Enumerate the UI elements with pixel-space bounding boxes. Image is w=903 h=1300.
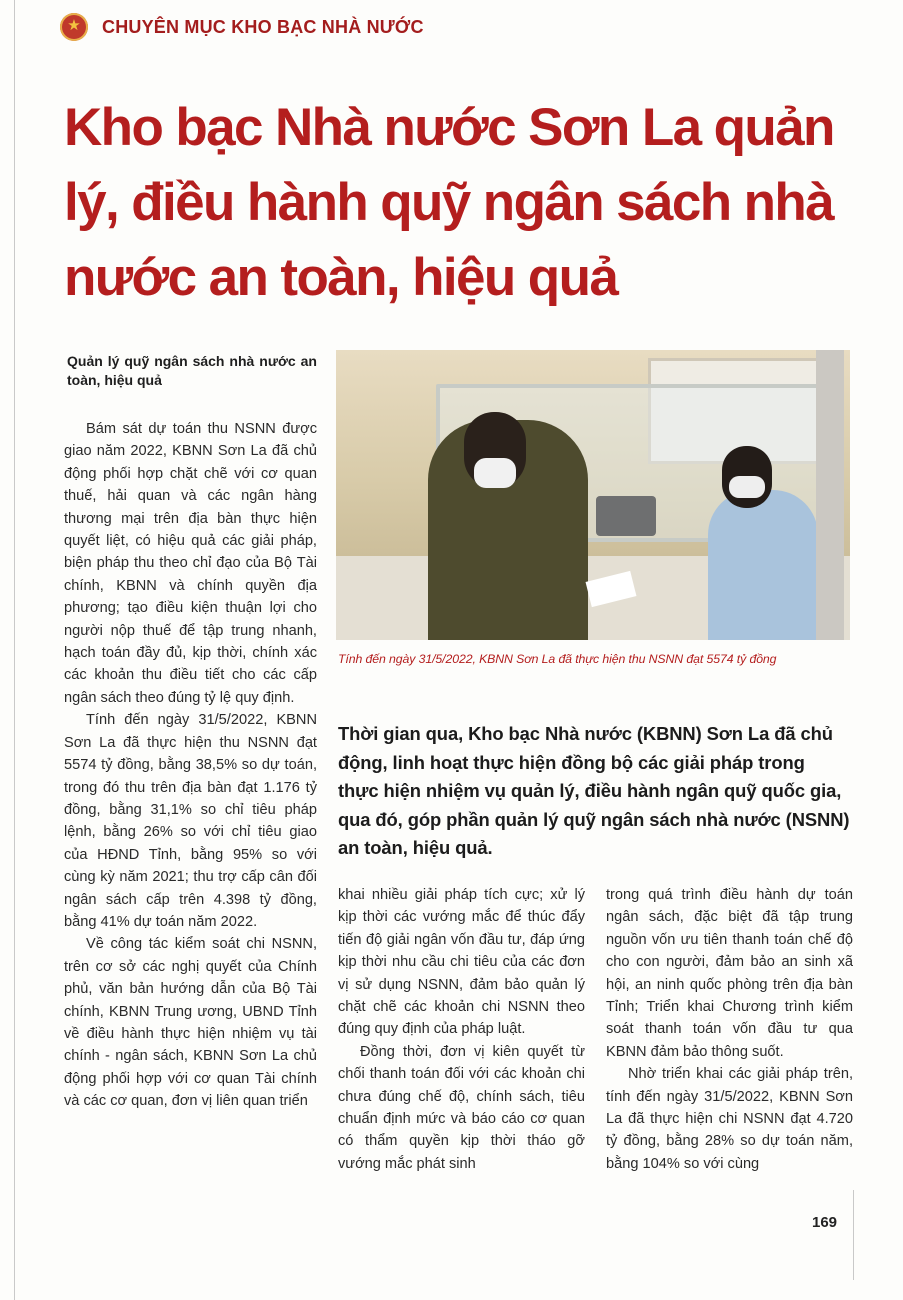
paragraph: Bám sát dự toán thu NSNN được giao năm 2022, KBNN Sơn La đã chủ động phối hợp chặt chẽ với cơ quan thuế, hải quan và các ngân hàng thương mại trên địa bàn thực hiện quyết liệt, có hiệu quả các giải pháp, biện pháp thu theo chỉ đạo của Bộ Tài chính, KBNN và chính quyền địa phương; tạo điều kiện thuận lợi cho người nộp thuế để tập trung nhanh, hạch toán đầy đủ, kịp thời, chính xác các khoản thu điều tiết cho các cấp ngân sách theo đúng tỷ lệ quy định. — [64, 421, 317, 706]
section-label: CHUYÊN MỤC KHO BẠC NHÀ NƯỚC — [102, 16, 424, 37]
page-header — [60, 12, 424, 42]
body-column-1 — [64, 352, 317, 1113]
paragraph: trong quá trình điều hành dự toán ngân sách, đặc biệt đã tập trung nguồn vốn ưu tiên thanh toán chế độ cho con người, đảm bảo an sinh xã hội, an ninh quốc phòng trên địa bàn Tỉnh; Triển khai Chương trình kiểm soát thanh toán vốn đầu tư qua KBNN đảm bảo thông suốt. — [606, 887, 853, 1060]
paragraph: khai nhiều giải pháp tích cực; xử lý kịp thời các vướng mắc để thúc đẩy tiến độ giải ngân vốn đầu tư, đáp ứng kịp thời nhu cầu chi tiêu của các đơn vị sử dụng NSNN, đảm bảo quản lý chặt chẽ các khoản chi NSNN theo đúng quy định của pháp luật. — [338, 887, 585, 1038]
paragraph: Đồng thời, đơn vị kiên quyết từ chối thanh toán đối với các khoản chi chưa đúng chế độ, chính sách, tiêu chuẩn định mức và báo cáo cơ quan có thẩm quyền kịp thời tháo gỡ vướng mắc phát sinh — [338, 1043, 585, 1172]
paragraph: Tính đến ngày 31/5/2022, KBNN Sơn La đã thực hiện thu NSNN đạt 5574 tỷ đồng, bằng 38,5% so dự toán, trong đó thu trên địa bàn đạt 1.176 tỷ đồng, bằng 31,1% so chỉ tiêu pháp lệnh, bằng 26% so với chỉ tiêu giao của HĐND Tỉnh, bằng 95% so với cùng kỳ năm 2021; thu trợ cấp cân đối ngân sách cấp trên 4.398 tỷ đồng, bằng 41% dự toán năm 2022. — [64, 712, 317, 930]
body-column-2 — [338, 884, 585, 1175]
paragraph: Về công tác kiểm soát chi NSNN, trên cơ sở các nghị quyết của Chính phủ, văn bản hướng dẫn của Bộ Tài chính, KBNN Trung ương, UBND Tỉnh về điều hành thực hiện nhiệm vụ tài chính - ngân sách, KBNN Sơn La chủ động phối hợp với cơ quan Tài chính và các cơ quan, đơn vị liên quan triển — [64, 936, 317, 1110]
photo-caption: Tính đến ngày 31/5/2022, KBNN Sơn La đã thực hiện thu NSNN đạt 5574 tỷ đồng — [338, 652, 777, 666]
page-number: 169 — [812, 1214, 838, 1231]
photo-officer-mask — [474, 458, 516, 488]
article-headline: Kho bạc Nhà nước Sơn La quản lý, điều hành quỹ ngân sách nhà nước an toàn, hiệu quả — [64, 98, 834, 307]
paragraph: Nhờ triển khai các giải pháp trên, tính đến ngày 31/5/2022, KBNN Sơn La đã thực hiện chi NSNN đạt 4.720 tỷ đồng, bằng 28% so dự toán năm, bằng 104% so với cùng — [606, 1066, 853, 1172]
footer-rule — [853, 1190, 854, 1280]
article-photo — [336, 350, 850, 640]
photo-money-counter — [596, 496, 656, 536]
gutter-divider — [14, 0, 15, 1300]
subheading: Quản lý quỹ ngân sách nhà nước an toàn, hiệu quả — [67, 353, 317, 388]
state-emblem-icon — [60, 13, 88, 41]
photo-pillar — [816, 350, 844, 640]
photo-clerk — [708, 490, 818, 640]
photo-clerk-mask — [729, 476, 765, 498]
article-lead: Thời gian qua, Kho bạc Nhà nước (KBNN) Sơn La đã chủ động, linh hoạt thực hiện đồng bộ các giải pháp trong thực hiện nhiệm vụ quản lý, điều hành ngân quỹ quốc gia, qua đó, góp phần quản lý quỹ ngân sách nhà nước (NSNN) an toàn, hiệu quả. — [338, 723, 850, 859]
body-column-3 — [606, 884, 853, 1175]
